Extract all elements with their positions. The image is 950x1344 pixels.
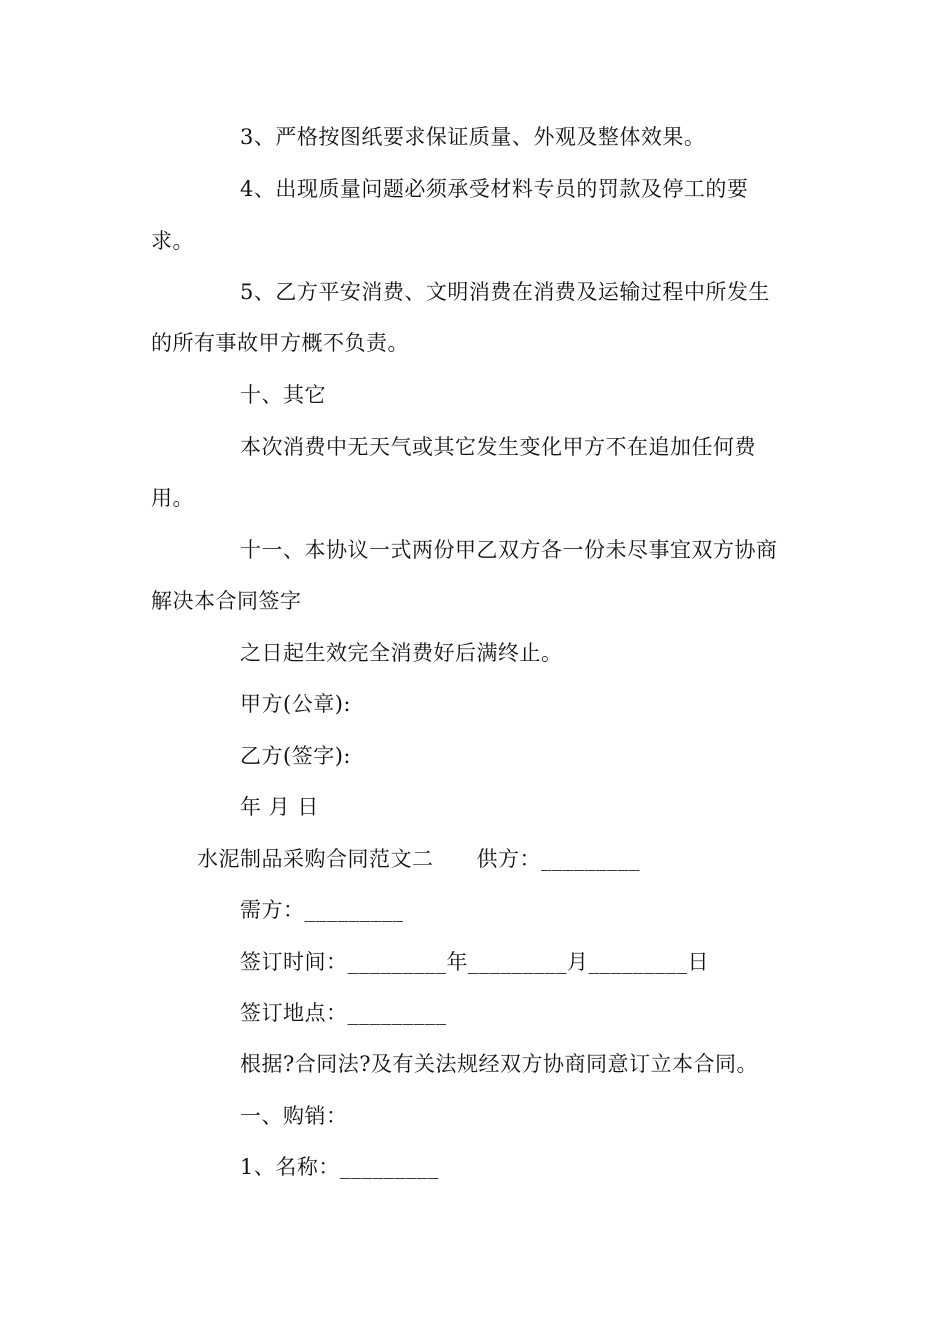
signature-party-a: 甲方(公章): (240, 692, 351, 716)
paragraph-line: 根据?合同法?及有关法规经双方协商同意订立本合同。 (240, 1052, 759, 1076)
section-heading: 一、购销： (240, 1104, 348, 1128)
buyer-line: 需方：_________ (240, 898, 404, 922)
clause-line: 3、严格按图纸要求保证质量、外观及整体效果。 (240, 125, 706, 149)
clause-line: 4、出现质量问题必须承受材料专员的罚款及停工的要 (240, 177, 749, 201)
signature-date: 年 月 日 (240, 795, 319, 819)
item-line: 1、名称：_________ (240, 1155, 439, 1179)
contract-title-line: 水泥制品采购合同范文二 供方：_________ (197, 847, 640, 871)
paragraph-line-continuation: 用。 (151, 486, 194, 510)
signing-place-line: 签订地点：_________ (240, 1001, 447, 1025)
signature-party-b: 乙方(签字): (240, 744, 351, 768)
paragraph-line: 之日起生效完全消费好后满终止。 (240, 641, 563, 665)
clause-line-continuation: 求。 (151, 229, 194, 253)
signing-time-line: 签订时间：_________年_________月_________日 (240, 950, 709, 974)
clause-line-continuation: 的所有事故甲方概不负责。 (151, 331, 409, 355)
clause-line: 5、乙方平安消费、文明消费在消费及运输过程中所发生 (240, 280, 770, 304)
paragraph-line: 十一、本协议一式两份甲乙双方各一份未尽事宜双方协商 (240, 538, 778, 562)
paragraph-line-continuation: 解决本合同签字 (151, 589, 302, 613)
section-heading: 十、其它 (240, 383, 326, 407)
paragraph-line: 本次消费中无天气或其它发生变化甲方不在追加任何费 (240, 435, 756, 459)
